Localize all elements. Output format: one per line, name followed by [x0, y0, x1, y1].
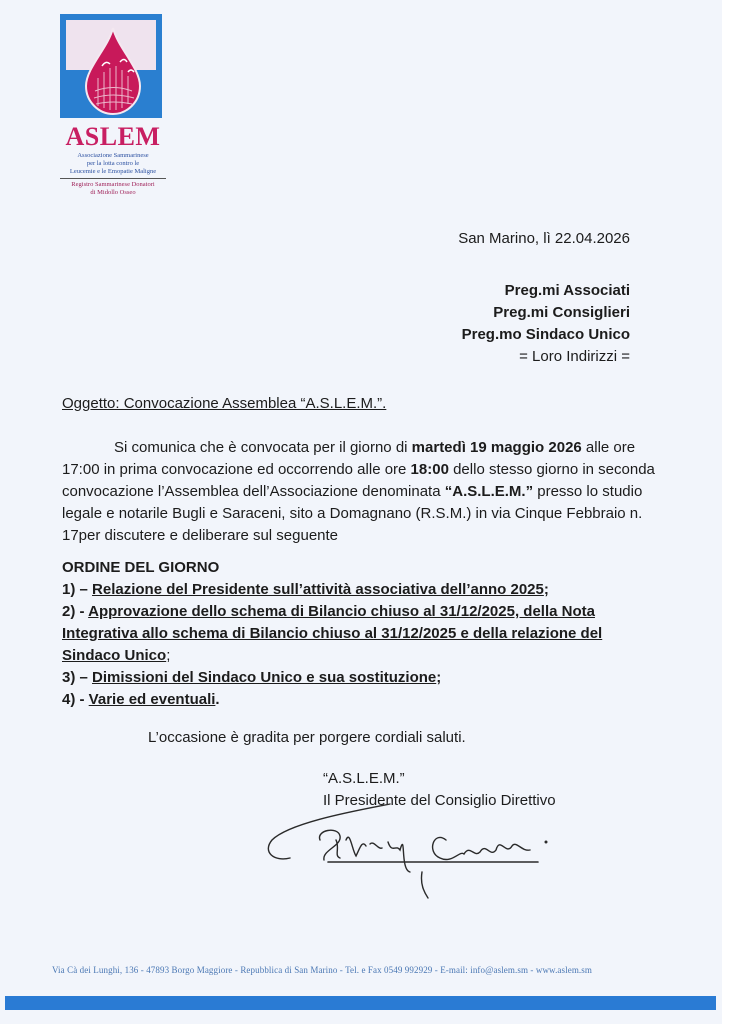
logo-subtitle	[60, 152, 166, 176]
agenda-item-punct: ;	[166, 647, 171, 664]
subject-line: Oggetto: Convocazione Assemblea “A.S.L.E.M.”.	[62, 395, 387, 412]
body-text: presso lo studio legale e notarile Bugli e Saraceni, sito a Domagnano (R.S.M.) in via Cinque Febbraio n. 17per discutere e deliberare sul seguente	[62, 483, 643, 544]
agenda-item-text: Relazione del Presidente sull’attività associativa dell’anno 2025	[92, 581, 544, 598]
agenda-item-text: Dimissioni del Sindaco Unico e sua sostituzione	[92, 669, 437, 686]
recipient: Preg.mo Sindaco Unico	[461, 326, 630, 343]
agenda-item-number: 2) -	[62, 603, 89, 620]
agenda-item	[62, 601, 658, 667]
logo-registry-line: Registro Sammarinese Donatori	[71, 181, 155, 188]
logo-subtitle-line: Associazione Sammarinese	[77, 152, 149, 159]
recipient: Preg.mi Consiglieri	[493, 304, 630, 321]
footer-bar	[5, 996, 716, 1010]
aslem-logo	[60, 14, 166, 197]
date-line: San Marino, lì 22.04.2026	[458, 230, 630, 247]
handwritten-signature	[250, 800, 580, 900]
logo-subtitle-line: Leucemie e le Emopatie Maligne	[69, 168, 157, 175]
agenda-item-number: 3) –	[62, 669, 93, 686]
body-paragraph	[62, 437, 658, 547]
agenda-item-text: Varie ed eventuali	[88, 691, 216, 708]
logo-registry	[60, 178, 166, 197]
agenda-item	[62, 579, 658, 601]
recipient: Preg.mi Associati	[504, 282, 630, 299]
signature-org: “A.S.L.E.M.”	[323, 770, 405, 787]
signature-role: Il Presidente del Consiglio Direttivo	[323, 792, 556, 809]
agenda-item-punct: .	[215, 691, 220, 708]
logo-subtitle-line: per la lotta contro le	[86, 160, 140, 167]
recipients-block	[462, 280, 630, 368]
agenda-item-number: 1) –	[62, 581, 93, 598]
agenda-item-punct: ;	[436, 669, 442, 686]
body-text: alle ore 17:00 in prima convocazione ed occorrendo alle ore	[62, 439, 636, 478]
second-call-time: 18:00	[410, 461, 449, 478]
agenda	[62, 557, 658, 711]
logo-title: ASLEM	[65, 122, 161, 151]
agenda-item-punct: ;	[543, 581, 549, 598]
closing-line: L’occasione è gradita per porgere cordiali saluti.	[148, 729, 466, 746]
address-line: = Loro Indirizzi =	[519, 348, 630, 365]
agenda-item-text: Approvazione dello schema di Bilancio chiuso al 31/12/2025, della Nota Integrativa allo schema di Bilancio chiuso al 31/12/2025 e della relazione del Sindaco Unico	[62, 603, 603, 664]
logo-registry-line: di Midollo Osseo	[90, 189, 136, 196]
association-name: “A.S.L.E.M.”	[444, 483, 534, 500]
body-text: dello stesso giorno in seconda convocazione l’Assemblea dell’Associazione denominata	[62, 461, 655, 500]
blood-drop-icon	[62, 16, 162, 118]
agenda-item	[62, 667, 658, 689]
agenda-item-number: 4) -	[62, 691, 89, 708]
logo-emblem	[60, 14, 162, 118]
meeting-date: martedì 19 maggio 2026	[411, 439, 582, 456]
agenda-item	[62, 689, 658, 711]
agenda-title: ORDINE DEL GIORNO	[62, 559, 220, 576]
footer-contact: Via Cà dei Lunghi, 136 - 47893 Borgo Maggiore - Repubblica di San Marino - Tel. e Fax 0549 992929 - E-mail: info@aslem.sm - www.aslem.sm	[52, 965, 592, 975]
body-text: Si comunica che è convocata per il giorno di	[114, 439, 412, 456]
